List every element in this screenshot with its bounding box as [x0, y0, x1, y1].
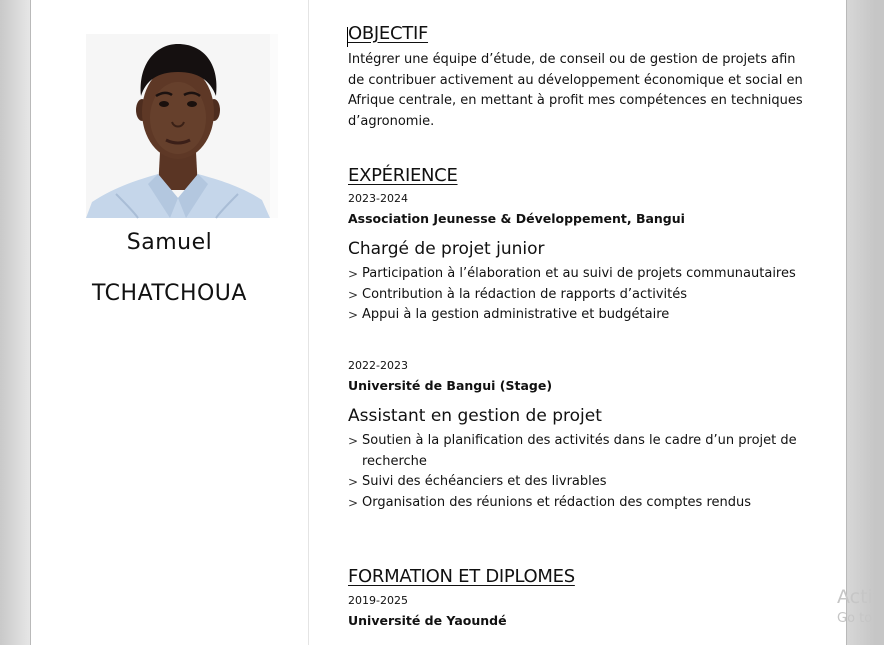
list-item[interactable]: > Contribution à la rédaction de rapports d’activités [348, 285, 818, 306]
job-1-period[interactable]: 2023-2024 [348, 192, 408, 205]
portrait-image [86, 34, 270, 218]
list-item[interactable]: > Appui à la gestion administrative et budgétaire [348, 305, 818, 326]
objective-title[interactable]: OBJECTIF [348, 23, 429, 44]
watermark-line-2: Go to [837, 611, 873, 626]
experience-title[interactable]: EXPÉRIENCE [348, 165, 458, 186]
job-2-role[interactable]: Assistant en gestion de projet [348, 406, 602, 426]
job-1-task-list [348, 264, 818, 326]
education-1-period[interactable]: 2019-2025 [348, 594, 408, 607]
sidebar [31, 0, 309, 645]
education-1-institution[interactable]: Université de Yaoundé [348, 613, 507, 628]
first-name: Samuel [126, 230, 213, 255]
profile-photo [86, 34, 278, 218]
list-item[interactable]: > Organisation des réunions et rédaction des comptes rendus [348, 493, 808, 514]
last-name: TCHATCHOUA [92, 281, 247, 306]
list-item[interactable]: > Soutien à la planification des activités dans le cadre d’un projet de recherche [348, 431, 808, 472]
education-title[interactable]: FORMATION ET DIPLOMES [348, 566, 575, 587]
objective-text[interactable]: Intégrer une équipe d’étude, de conseil ou de gestion de projets afin de contribuer activement au développement économique et social en Afrique centrale, en mettant à profit mes compétences en techniques d’agronomie. [348, 52, 803, 129]
activation-watermark [837, 588, 884, 625]
document-page [30, 0, 847, 645]
watermark-line-1: Activ [837, 586, 884, 608]
job-2-period[interactable]: 2022-2023 [348, 359, 408, 372]
job-2-task-list [348, 431, 808, 513]
job-2-organization[interactable]: Université de Bangui (Stage) [348, 378, 553, 393]
list-item[interactable]: > Suivi des échéanciers et des livrables [348, 472, 808, 493]
job-1-organization[interactable]: Association Jeunesse & Développement, Bangui [348, 211, 685, 226]
list-item[interactable]: > Participation à l’élaboration et au suivi de projets communautaires [348, 264, 818, 285]
job-1-role[interactable]: Chargé de projet junior [348, 239, 545, 259]
